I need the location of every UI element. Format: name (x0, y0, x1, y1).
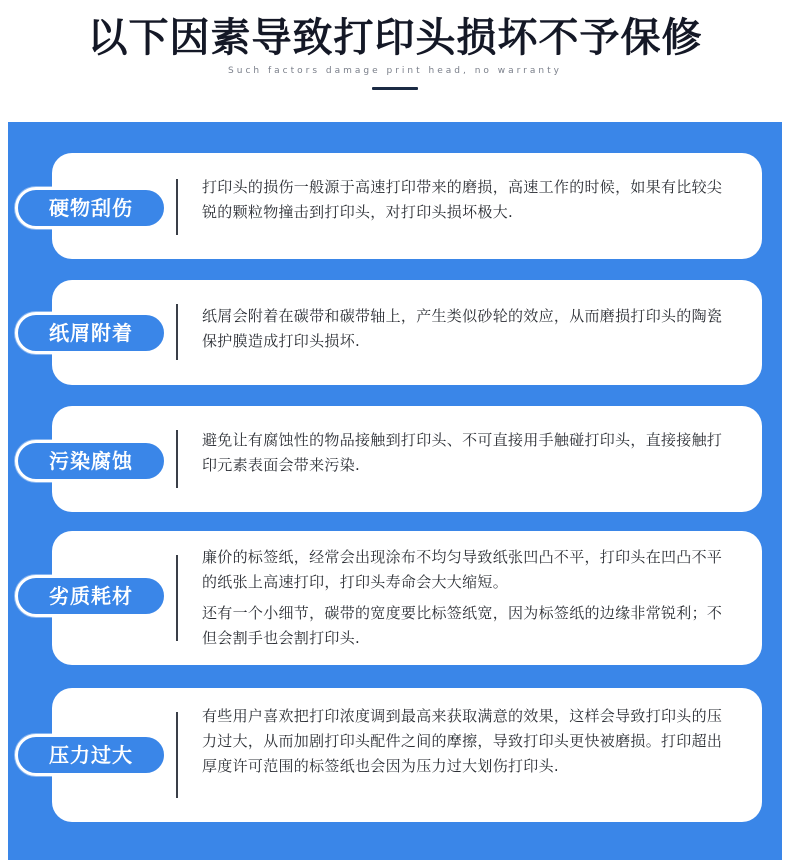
cause-label-contamination: 污染腐蚀 (15, 440, 167, 482)
description-paragraph: 廉价的标签纸，经常会出现涂布不均匀导致纸张凹凸不平，打印头在凹凸不平的纸张上高速打印，打印头寿命会大大缩短。 (202, 548, 723, 591)
cause-label-excess-pressure: 压力过大 (15, 734, 167, 776)
cause-description (202, 428, 734, 478)
description-paragraph: 纸屑会附着在碳带和碳带轴上，产生类似砂轮的效应，从而磨损打印头的陶瓷保护膜造成打印头损坏. (202, 307, 723, 350)
card-divider (176, 712, 178, 798)
description-paragraph: 避免让有腐蚀性的物品接触到打印头、不可直接用手触碰打印头，直接接触打印元素表面会带来污染. (202, 431, 723, 474)
card-divider (176, 430, 178, 488)
description-paragraph: 还有一个小细节，碳带的宽度要比标签纸宽，因为标签纸的边缘非常锐利；不但会割手也会割打印头. (202, 604, 723, 647)
header (0, 0, 790, 118)
card-divider (176, 555, 178, 641)
cause-description (202, 304, 734, 354)
cause-description (202, 545, 734, 651)
page-subtitle: Such factors damage print head, no warranty (228, 66, 562, 76)
cause-description (202, 704, 734, 779)
card-divider (176, 179, 178, 235)
title-underline (372, 87, 418, 90)
page-title: 以下因素导致打印头损坏不予保修 (87, 15, 703, 61)
cause-label-poor-consumables: 劣质耗材 (15, 575, 167, 617)
cause-description (202, 175, 734, 225)
card-divider (176, 304, 178, 360)
description-paragraph: 打印头的损伤一般源于高速打印带来的磨损，高速工作的时候，如果有比较尖锐的颗粒物撞击到打印头，对打印头损坏极大. (202, 178, 723, 221)
cause-label-paper-debris: 纸屑附着 (15, 312, 167, 354)
description-paragraph: 有些用户喜欢把打印浓度调到最高来获取满意的效果，这样会导致打印头的压力过大，从而加剧打印头配件之间的摩擦，导致打印头更快被磨损。打印超出厚度许可范围的标签纸也会因为压力过大划伤打印头. (202, 707, 723, 775)
cause-label-hard-object: 硬物刮伤 (15, 187, 167, 229)
